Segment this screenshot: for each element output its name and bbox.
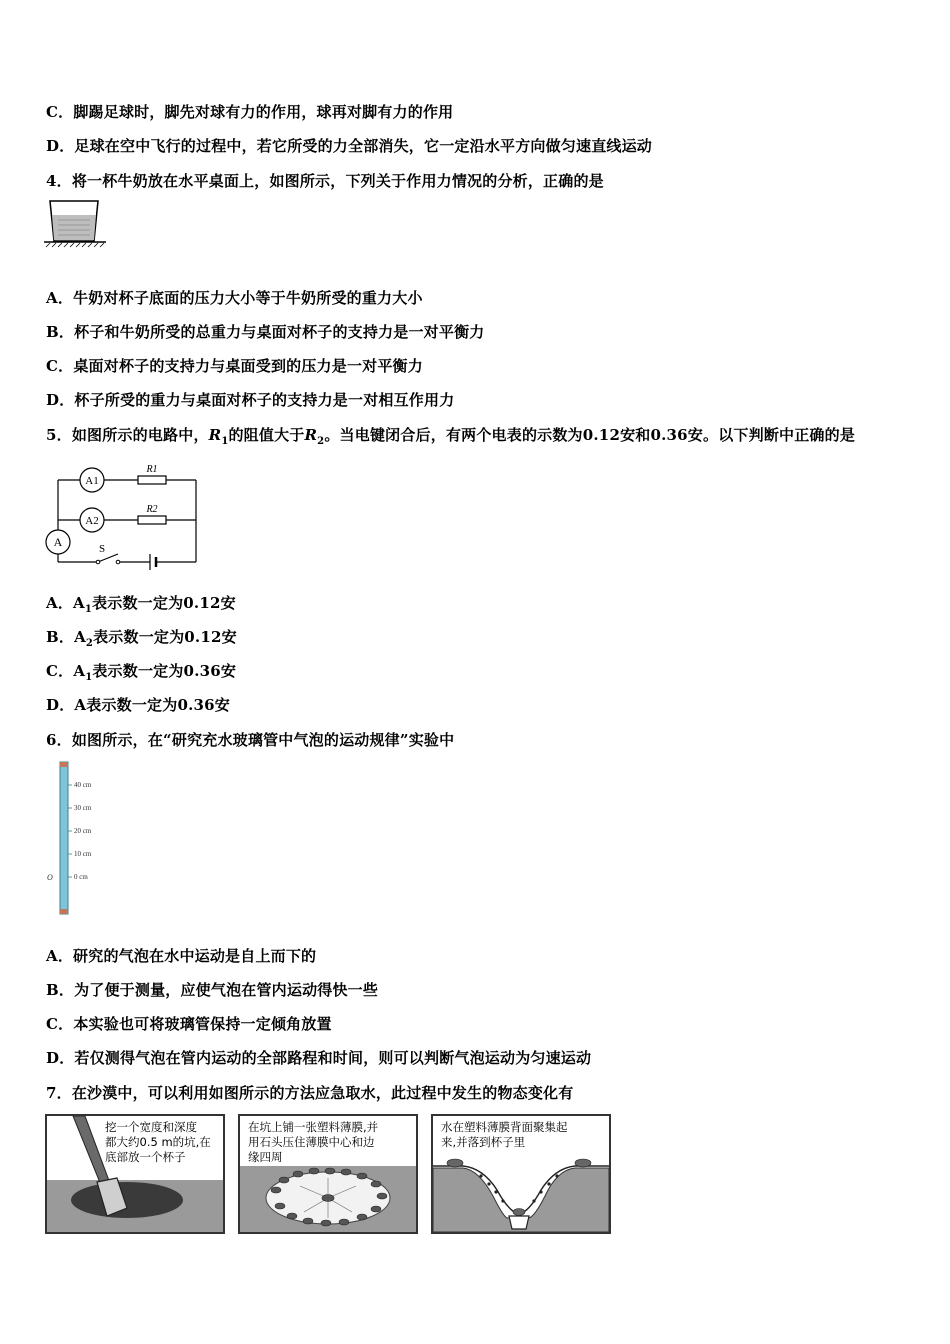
q7-stem: 7．在沙漠中，可以利用如图所示的方法应急取水，此过程中发生的物态变化有	[46, 1084, 574, 1102]
q4-option-d: D．杯子所受的重力与桌面对杯子的支持力是一对相互作用力	[46, 391, 455, 409]
panel1-text-1: 挖一个宽度和深度	[105, 1120, 197, 1134]
switch-contact	[96, 560, 100, 564]
q6-option-c: C．本实验也可将玻璃管保持一定倾角放置	[46, 1015, 332, 1033]
panel2-text-3: 缘四周	[248, 1150, 283, 1164]
q4-stem: 4．将一杯牛奶放在水平桌面上，如图所示，下列关于作用力情况的分析，正确的是	[46, 172, 604, 190]
q5-option-c: C．$A_1$表示数一定为0.36安	[46, 662, 237, 683]
panel3-text-1: 水在塑料薄膜背面聚集起	[441, 1120, 568, 1134]
origin-label: O	[47, 873, 53, 882]
tick-0: 0 cm	[74, 873, 88, 881]
panel3-text-2: 来,并落到杯子里	[441, 1135, 526, 1149]
milk-cup-figure	[44, 198, 108, 250]
q4-option-b: B．杯子和牛奶所受的总重力与桌面对杯子的支持力是一对平衡力	[46, 323, 485, 341]
resistor-r1	[138, 476, 166, 484]
q3-option-d: D．足球在空中飞行的过程中，若它所受的力全部消失，它一定沿水平方向做匀速直线运动	[46, 137, 653, 155]
q5-option-d: D．A表示数一定为0.36安	[46, 696, 230, 714]
edge-stone-right	[575, 1159, 591, 1167]
q6-option-d: D．若仅测得气泡在管内运动的全部路程和时间，则可以判断气泡运动为匀速运动	[46, 1049, 592, 1067]
ammeter-a2-label: A2	[85, 515, 99, 527]
panel2-text-2: 用石头压住薄膜中心和边	[248, 1135, 375, 1149]
tube-bottom-cap	[60, 909, 68, 914]
resistor-r1-label: R1	[146, 464, 158, 475]
center-stone	[322, 1195, 334, 1202]
tick-40: 40 cm	[74, 781, 92, 789]
tube-top-cap	[60, 762, 68, 767]
resistor-r2-label: R2	[146, 504, 158, 515]
q6-option-a: A．研究的气泡在水中运动是自上而下的	[46, 947, 317, 965]
q5-option-b: B．$A_2$表示数一定为0.12安	[46, 628, 237, 649]
q6-option-b: B．为了便于测量，应使气泡在管内运动得快一些	[46, 981, 379, 999]
cup	[509, 1216, 529, 1229]
q4-option-a: A．牛奶对杯子底面的压力大小等于牛奶所受的重力大小	[46, 289, 423, 307]
pit	[71, 1182, 183, 1218]
panel2-text-1: 在坑上铺一张塑料薄膜,并	[248, 1120, 379, 1134]
center-stone	[513, 1209, 525, 1216]
edge-stone-left	[447, 1159, 463, 1167]
q5-stem: 5．如图所示的电路中，$R_1$的阻值大于$R_2$。当电键闭合后，有两个电表的示数为0.12安和0.36安。以下判断中正确的是	[46, 426, 856, 447]
tick-20: 20 cm	[74, 827, 92, 835]
panel1-text-2: 都大约0.5 m的坑,在	[105, 1135, 211, 1149]
switch-label: S	[98, 543, 106, 555]
tick-30: 30 cm	[74, 804, 92, 812]
q3-option-c: C．脚踢足球时，脚先对球有力的作用，球再对脚有力的作用	[46, 103, 454, 121]
q4-option-c: C．桌面对杯子的支持力与桌面受到的压力是一对平衡力	[46, 357, 423, 375]
glass-tube	[60, 762, 68, 914]
ammeter-a-label: A	[53, 535, 63, 549]
tick-10: 10 cm	[74, 850, 92, 858]
q6-stem: 6．如图所示，在“研究充水玻璃管中气泡的运动规律”实验中	[46, 731, 455, 749]
panel-dig-pit	[45, 1114, 225, 1234]
circuit-diagram	[44, 458, 204, 576]
milk-fill	[52, 215, 96, 240]
panel1-text-3: 底部放一个杯子	[105, 1150, 186, 1164]
resistor-r2	[138, 516, 166, 524]
q5-option-a: A．$A_1$表示数一定为0.12安	[46, 594, 236, 615]
panel-collect-water	[431, 1114, 611, 1234]
ammeter-a1-label: A1	[85, 475, 99, 487]
panel-cover-film	[238, 1114, 418, 1234]
glass-tube-figure	[44, 760, 124, 918]
